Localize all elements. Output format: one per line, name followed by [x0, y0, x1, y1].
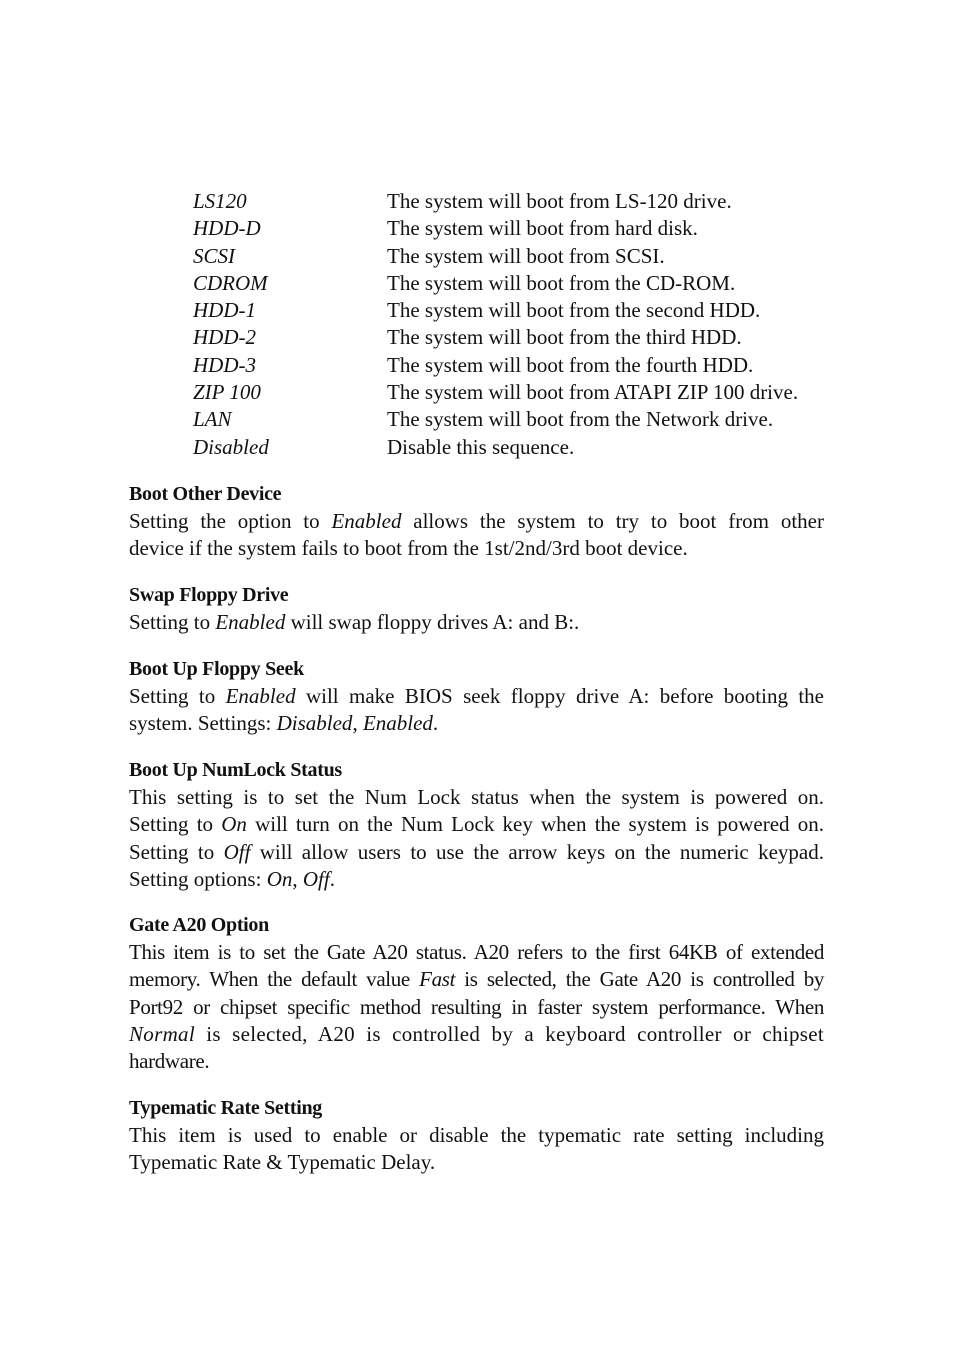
section-body [129, 784, 824, 893]
text-run: , [292, 866, 303, 891]
emphasis-text: Off [223, 839, 251, 864]
emphasis-text: Enabled [362, 711, 433, 736]
body-line [129, 710, 824, 737]
boot-option-row [193, 270, 833, 297]
option-description: The system will boot from the fourth HDD. [387, 352, 754, 377]
section-body [129, 939, 824, 1075]
body-line [129, 839, 824, 866]
text-run: will turn on the Num Lock key when the system is powered on. [246, 812, 824, 837]
section-heading: Gate A20 Option [129, 914, 269, 936]
text-run: . [329, 866, 335, 891]
body-line [129, 811, 824, 838]
option-description: The system will boot from the third HDD. [387, 325, 742, 350]
text-run: is selected, the Gate A20 is controlled by [455, 967, 825, 992]
boot-option-row [193, 379, 833, 406]
boot-options-table [193, 188, 833, 461]
emphasis-text: Normal [129, 1021, 195, 1046]
body-line [129, 866, 824, 893]
section-typematic-rate-setting [129, 1095, 824, 1177]
section-body [129, 508, 824, 563]
emphasis-text: Disabled [276, 711, 353, 736]
emphasis-text: Enabled [225, 684, 296, 708]
text-run: Setting to [129, 610, 216, 634]
section-heading: Swap Floppy Drive [129, 584, 289, 606]
body-line: This item is to set the Gate A20 status. A20 refers to the first 64KB of extended [129, 940, 824, 964]
emphasis-text: Enabled [215, 610, 286, 634]
section-body [129, 683, 824, 738]
body-line: device if the system fails to boot from the 1st/2nd/3rd boot device. [129, 536, 688, 561]
body-line: hardware. [129, 1049, 210, 1074]
section-heading: Boot Up NumLock Status [129, 759, 342, 781]
boot-option-row [193, 406, 833, 433]
option-description: The system will boot from SCSI. [387, 243, 665, 268]
text-run: Setting the option to [129, 509, 332, 533]
option-description: The system will boot from the CD-ROM. [387, 270, 736, 295]
text-run: memory. When the default value [129, 967, 420, 992]
emphasis-text: Fast [419, 967, 456, 992]
text-run: Setting to [129, 812, 222, 837]
option-description: The system will boot from ATAPI ZIP 100 drive. [387, 380, 799, 405]
option-description: Disable this sequence. [387, 434, 575, 459]
emphasis-text: On [221, 812, 247, 837]
section-gate-a20-option [129, 912, 824, 1075]
option-name: HDD-2 [193, 325, 256, 350]
option-name: HDD-1 [193, 298, 256, 323]
text-run: is selected, A20 is controlled by a keyboard controller or chipset [194, 1021, 824, 1046]
option-description: The system will boot from LS-120 drive. [387, 189, 732, 213]
section-heading: Typematic Rate Setting [129, 1097, 322, 1119]
boot-option-row [193, 324, 833, 351]
text-run: will swap floppy drives A: and B:. [285, 610, 580, 634]
emphasis-text: Enabled [331, 509, 402, 533]
text-run: Setting to [129, 839, 224, 864]
text-run: system. Settings: [129, 711, 277, 736]
body-line [129, 1021, 824, 1048]
text-run: will allow users to use the arrow keys on the numeric keypad. [250, 839, 824, 864]
option-name: HDD-3 [193, 352, 256, 377]
body-line [129, 966, 824, 993]
option-description: The system will boot from hard disk. [387, 216, 698, 241]
option-name: HDD-D [193, 216, 261, 241]
text-run: allows the system to try to boot from other [401, 509, 824, 533]
text-run: will make BIOS seek floppy drive A: before booting the [295, 684, 824, 708]
option-name: LS120 [193, 189, 247, 213]
section-boot-up-numlock-status [129, 757, 824, 893]
section-body [129, 609, 824, 636]
text-run: Setting options: [129, 866, 267, 891]
body-line: Port92 or chipset specific method resulting in faster system performance. When [129, 994, 824, 1019]
text-run: . [432, 711, 439, 736]
option-name: ZIP 100 [193, 380, 261, 405]
option-description: The system will boot from the Network drive. [387, 407, 774, 432]
section-body [129, 1122, 824, 1177]
section-heading: Boot Other Device [129, 483, 282, 505]
body-line: Typematic Rate & Typematic Delay. [129, 1150, 436, 1175]
section-boot-up-floppy-seek [129, 656, 824, 738]
emphasis-text: Off [302, 866, 330, 891]
body-line [129, 683, 824, 710]
option-name: LAN [193, 407, 232, 432]
text-run: , [352, 711, 363, 736]
option-description: The system will boot from the second HDD. [387, 298, 761, 323]
boot-option-row [193, 434, 833, 461]
option-name: CDROM [193, 270, 268, 295]
section-swap-floppy-drive [129, 582, 824, 636]
section-boot-other-device [129, 481, 824, 563]
boot-option-row [193, 243, 833, 270]
boot-option-row [193, 188, 833, 215]
text-run: Setting to [129, 684, 226, 708]
body-line: This item is used to enable or disable the typematic rate setting including [129, 1123, 824, 1147]
body-line [129, 609, 824, 636]
boot-option-row [193, 352, 833, 379]
emphasis-text: On [266, 866, 293, 891]
section-heading: Boot Up Floppy Seek [129, 658, 304, 680]
option-name: SCSI [193, 243, 235, 268]
boot-option-row [193, 215, 833, 242]
boot-option-row [193, 297, 833, 324]
body-line: This setting is to set the Num Lock status when the system is powered on. [129, 785, 824, 809]
body-line [129, 508, 824, 535]
option-name: Disabled [193, 434, 269, 459]
